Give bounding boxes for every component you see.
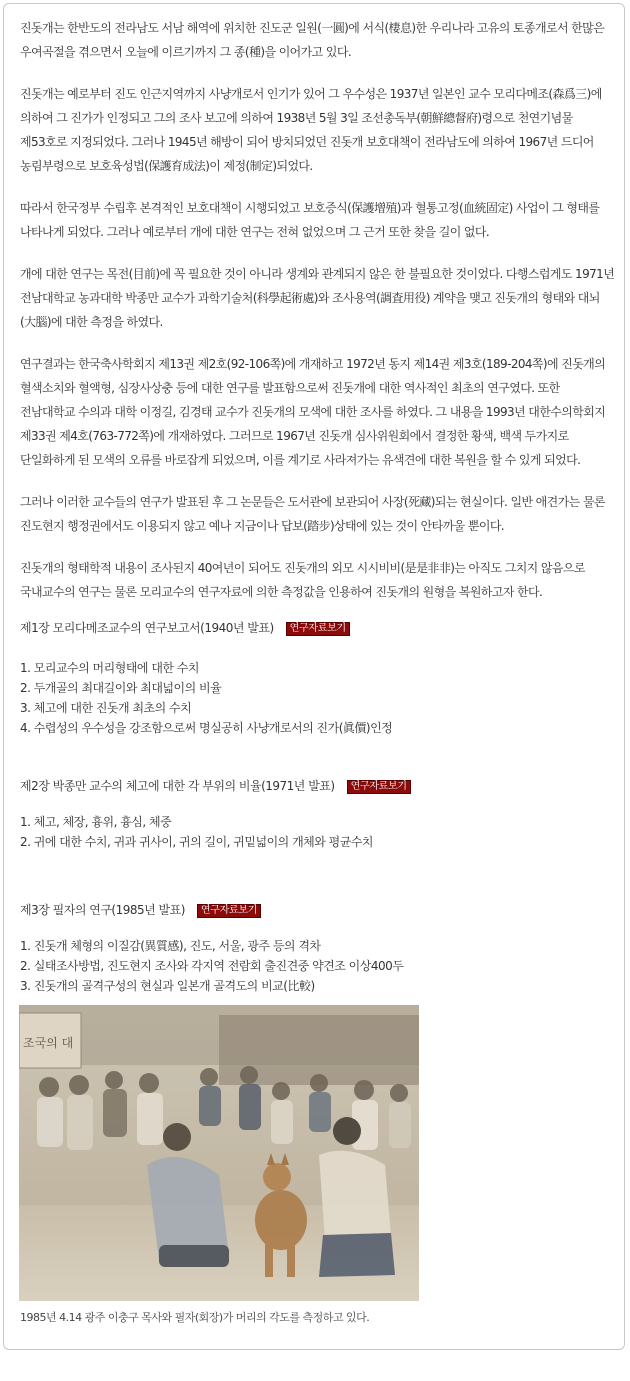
article-content (20, 16, 616, 996)
paragraph-history: 진돗개는 예로부터 진도 인근지역까지 사냥개로서 인기가 있어 그 우수성은 1937년 일본인 교수 모리다메조(森爲三)에 의하여 그 진가가 인정되고 그의 조사 보고에 의하여 1938년 5월 3일 조선총독부(朝鮮總督府)령으로 천연기념물 제53호로 지정되었다. 그러나 1945년 해방이 되어 방치되었던 진돗개 보호대책이 전라남도에 의하여 1967년 드디어 농림부령으로 보호육성법(保護育成法)이 제정(制定)되었다. (20, 87, 602, 173)
paragraph-intro: 진돗개는 한반도의 전라남도 서남 해역에 위치한 진도군 일원(一圓)에 서식(棲息)한 우리나라 고유의 토종개로서 한많은 우여곡절을 겪으면서 오늘에 이르기까지 그 종(種)을 이어가고 있다. (20, 21, 605, 59)
list-item: 3. 진돗개의 골격구성의 현실과 일본개 골격도의 비교(比較) (20, 979, 315, 993)
chapter-1 (20, 616, 616, 738)
paragraph-research-results: 연구결과는 한국축사학회지 제13권 제2호(92-106쪽)에 개재하고 1972년 동지 제14권 제3호(189-204쪽)에 진돗개의 혈색소치와 혈액형, 심장사상충 등에 대한 연구를 발표함으로써 진돗개에 대한 역사적인 최초의 연구였다. 또한 전남대학교 수의과 대학 이정길, 김경태 교수가 진돗개의 모색에 대한 조사를 하였다. 그 내용을 1993년 대한수의학회지 제33권 제4호(763-772쪽)에 개재하였다. 그러므로 1967년 진돗개 심사위원회에서 결정한 황색, 백색 두가지로 단일화하게 된 모색의 오류를 바로잡게 되었으며, 이를 계기로 사라져가는 유색견에 대한 복원을 할 수 있게 되었다. (20, 357, 606, 467)
paragraph-protection: 따라서 한국정부 수립후 본격적인 보호대책이 시행되었고 보호증식(保護增殖)과 혈통고정(血統固定) 사업이 그 형태를 나타나게 되었다. 그러나 예로부터 개에 대한 연구는 전혀 없었으며 그 근거 또한 찾을 길이 없다. (20, 201, 600, 239)
chapter-3-research-button[interactable]: 연구자료보기 (197, 904, 261, 918)
chapter-2-list (20, 812, 616, 852)
chapter-2 (20, 774, 616, 852)
chapter-1-title: 제1장 모리다메조교수의 연구보고서(1940년 발표) (20, 621, 274, 635)
chapter-2-heading (20, 774, 616, 798)
chapter-2-title: 제2장 박종만 교수의 체고에 대한 각 부위의 비율(1971년 발표) (20, 779, 335, 793)
paragraph-reality: 그러나 이러한 교수들의 연구가 발표된 후 그 논문들은 도서관에 보관되어 사장(死藏)되는 현실이다. 일반 애견가는 물론 진도현지 행정권에서도 이용되지 않고 예나 지금이나 답보(踏步)상태에 있는 것이 안타까울 뿐이다. (20, 495, 605, 533)
chapter-1-heading (20, 616, 616, 640)
list-item: 2. 실태조사방법, 진도현지 조사와 각지역 전람회 출진견중 약견조 이상400두 (20, 959, 404, 973)
photo-caption: 1985년 4.14 광주 이충구 목사와 필자(회장)가 머리의 각도를 측정하고 있다. (20, 1311, 370, 1324)
chapter-1-list (20, 658, 616, 738)
list-item: 4. 수렵성의 우수성을 강조함으로써 명실공히 사냥개로서의 진가(眞價)인정 (20, 721, 393, 735)
chapter-3 (20, 898, 616, 996)
chapter-3-heading (20, 898, 616, 922)
article-card (3, 3, 625, 1350)
list-item: 1. 모리교수의 머리형태에 대한 수치 (20, 661, 199, 675)
list-item: 1. 진돗개 체형의 이질감(異質感), 진도, 서울, 광주 등의 격차 (20, 939, 321, 953)
photo-illustration (19, 1005, 419, 1301)
paragraph-research-start: 개에 대한 연구는 목전(目前)에 꼭 필요한 것이 아니라 생계와 관계되지 않은 한 불필요한 것이었다. 다행스럽게도 1971년 전남대학교 농과대학 박종만 교수가 과학기술처(科學起術處)와 조사용역(調査用役) 계약을 맺고 진돗개의 형태와 대뇌(大腦)에 대한 측정을 하였다. (20, 267, 615, 329)
photo-sign-text: 조국의 대 (23, 1036, 74, 1050)
chapter-3-title: 제3장 필자의 연구(1985년 발표) (20, 903, 185, 917)
list-item: 2. 두개골의 최대길이와 최대넓이의 비율 (20, 681, 222, 695)
list-item: 1. 체고, 체장, 흉위, 흉심, 체중 (20, 815, 172, 829)
chapter-3-list (20, 936, 616, 996)
paragraph-purpose: 진돗개의 형태학적 내용이 조사된지 40여년이 되어도 진돗개의 외모 시시비비(是是非非)는 아직도 그치지 않음으로 국내교수의 연구는 물론 모리교수의 연구자료에 의한 측정값을 인용하여 진돗개의 원형을 복원하고자 한다. (20, 561, 585, 599)
list-item: 3. 체고에 대한 진돗개 최초의 수치 (20, 701, 192, 715)
event-photo (19, 1005, 419, 1301)
list-item: 2. 귀에 대한 수치, 귀과 귀사이, 귀의 길이, 귀밑넓이의 개체와 평균수치 (20, 835, 374, 849)
chapter-2-research-button[interactable]: 연구자료보기 (347, 780, 411, 794)
chapter-1-research-button[interactable]: 연구자료보기 (286, 622, 350, 636)
